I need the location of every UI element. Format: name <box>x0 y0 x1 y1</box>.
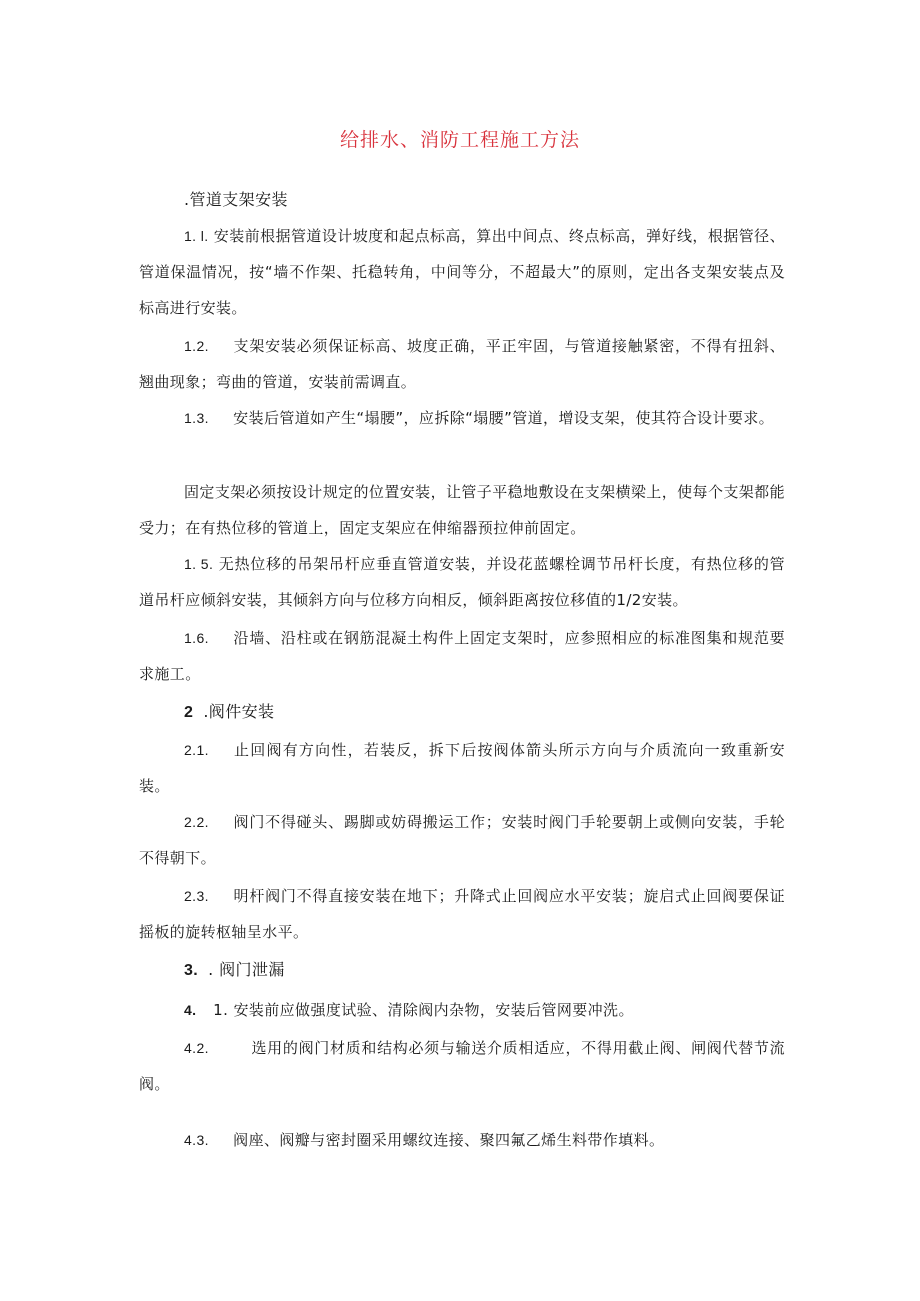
paragraph-2-2 <box>139 804 785 876</box>
paragraph-1-1-number: 1. l. <box>184 228 209 244</box>
paragraph-4-2-number: 4.2. <box>184 1040 209 1056</box>
paragraph-1-6-text: 沿墙、沿柱或在钢筋混凝土构件上固定支架时，应参照相应的标准图集和规范要求施工。 <box>139 629 785 683</box>
paragraph-1-1-text: 安装前根据管道设计坡度和起点标高，算出中间点、终点标高，弹好线，根据管径、管道保温情况，按“墙不作架、托稳转角，中间等分，不超最大”的原则，定出各支架安装点及标高进行安装。 <box>139 227 785 317</box>
section-1-heading <box>184 188 288 212</box>
paragraph-1-6 <box>139 620 785 692</box>
paragraph-1-5 <box>139 546 785 618</box>
paragraph-4-1 <box>139 992 785 1028</box>
section-2-heading <box>184 700 274 725</box>
paragraph-4-1-number: 4. <box>184 1002 197 1018</box>
paragraph-1-6-number: 1.6. <box>184 630 209 646</box>
paragraph-1-1 <box>139 218 785 326</box>
section-1-heading-text: .管道支架安装 <box>184 190 288 209</box>
paragraph-2-2-number: 2.2. <box>184 814 209 830</box>
paragraph-2-3-text: 明杆阀门不得直接安装在地下；升降式止回阀应水平安装；旋启式止回阀要保证摇板的旋转枢轴呈水平。 <box>139 887 785 941</box>
paragraph-1-3-text: 安装后管道如产生“塌腰”，应拆除“塌腰”管道，增设支架，使其符合设计要求。 <box>233 409 775 427</box>
paragraph-2-1 <box>139 732 785 804</box>
section-2-number: 2 <box>184 704 194 721</box>
section-3-heading-text: . 阀门泄漏 <box>208 960 285 979</box>
paragraph-1-2-text: 支架安装必须保证标高、坡度正确，平正牢固，与管道接触紧密，不得有扭斜、翘曲现象；弯曲的管道，安装前需调直。 <box>139 337 785 391</box>
paragraph-1-5-text: 无热位移的吊架吊杆应垂直管道安装，并设花蓝螺栓调节吊杆长度，有热位移的管道吊杆应倾斜安装，其倾斜方向与位移方向相反，倾斜距离按位移值的1/2安装。 <box>139 555 786 609</box>
paragraph-1-3 <box>139 400 785 436</box>
section-2-heading-text: .阀件安装 <box>203 702 275 721</box>
paragraph-1-2 <box>139 328 785 400</box>
paragraph-4-2-text: 选用的阀门材质和结构必须与输送介质相适应，不得用截止阀、闸阀代替节流阀。 <box>139 1039 785 1093</box>
paragraph-2-3 <box>139 878 785 950</box>
paragraph-1-3-number: 1.3. <box>184 410 209 426</box>
paragraph-1-4-text: 固定支架必须按设计规定的位置安装，让管子平稳地敷设在支架横梁上，使每个支架都能受力；在有热位移的管道上，固定支架应在伸缩器预拉伸前固定。 <box>139 483 785 537</box>
paragraph-1-2-number: 1.2. <box>184 338 209 354</box>
page-title: 给排水、消防工程施工方法 <box>339 129 580 151</box>
section-3-number: 3. <box>184 962 199 979</box>
paragraph-2-1-text: 止回阀有方向性，若装反，拆下后按阀体箭头所示方向与介质流向一致重新安装。 <box>139 741 785 795</box>
paragraph-2-1-number: 2.1. <box>184 742 209 758</box>
section-3-heading <box>184 958 285 983</box>
paragraph-4-1-text: 1. 安装前应做强度试验、清除阀内杂物，安装后管网要冲洗。 <box>213 1001 634 1019</box>
paragraph-2-2-text: 阀门不得碰头、踢脚或妨碍搬运工作；安装时阀门手轮要朝上或侧向安装，手轮不得朝下。 <box>139 813 785 867</box>
paragraph-4-3 <box>139 1122 785 1158</box>
paragraph-1-4 <box>139 474 785 546</box>
paragraph-1-5-number: 1. 5. <box>184 556 214 572</box>
paragraph-4-3-text: 阀座、阀瓣与密封圈采用螺纹连接、聚四氟乙烯生料带作填料。 <box>233 1131 665 1149</box>
paragraph-4-3-number: 4.3. <box>184 1132 209 1148</box>
paragraph-4-2 <box>139 1030 785 1102</box>
paragraph-2-3-number: 2.3. <box>184 888 209 904</box>
